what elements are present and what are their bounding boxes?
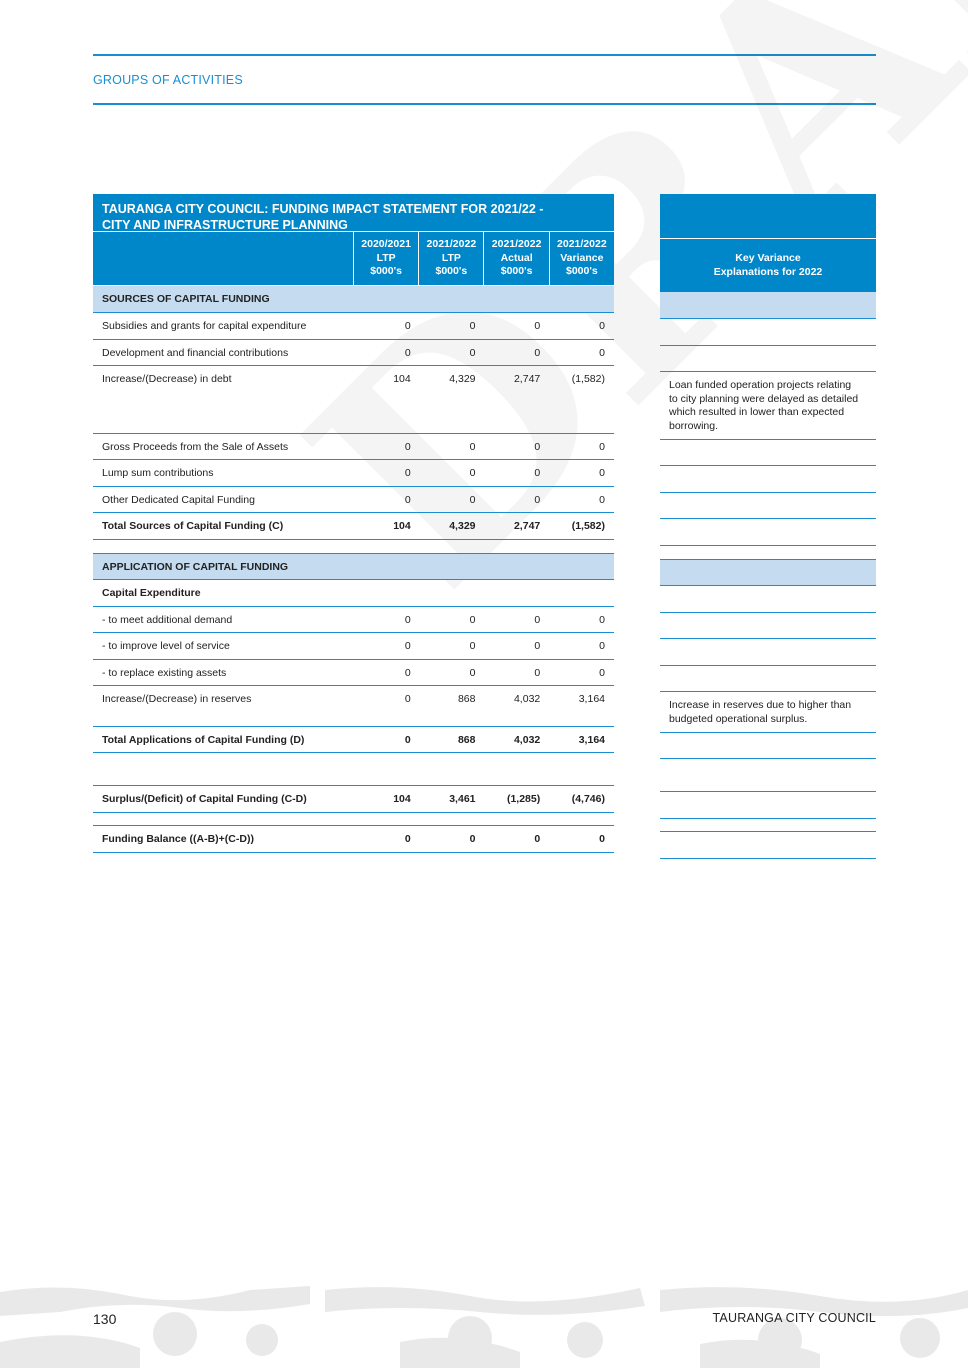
header-rule-top [93,54,876,56]
explanation-cell [660,346,876,372]
header-rule-bottom [93,103,876,105]
variance-explanations-panel [660,194,876,859]
page-number: 130 [93,1311,117,1327]
explanation-cell [660,733,876,759]
spacer-row [93,753,614,786]
explanation-cell [660,639,876,666]
table-row: Increase/(Decrease) in reserves 0 868 4,032 3,164 [93,686,614,727]
table-row: - to replace existing assets 0 0 0 0 [93,660,614,686]
surplus-row: Surplus/(Deficit) of Capital Funding (C-D) 104 3,461 (1,285) (4,746) [93,786,614,813]
table-row: Subsidies and grants for capital expenditure 0 0 0 0 [93,313,614,340]
column-header-2021-actual: 2021/2022 Actual $000's [484,232,549,285]
explanations-title-bar [660,194,876,239]
table-row: Development and financial contributions 0 0 0 0 [93,340,614,366]
footer-koru-pattern [0,1282,968,1368]
table-row: - to meet additional demand 0 0 0 0 [93,607,614,633]
table-title-line-2: CITY AND INFRASTRUCTURE PLANNING [102,218,348,232]
explanation-cell [660,792,876,819]
explanation-cell [660,466,876,493]
explanation-cell [660,613,876,639]
column-header-row [93,232,614,286]
explanation-cell [660,832,876,859]
column-header-2021-ltp: 2021/2022 LTP $000's [419,232,484,285]
section-heading-sources: SOURCES OF CAPITAL FUNDING [93,286,614,313]
spacer [660,546,876,559]
explanation-cell [660,440,876,466]
table-row: Gross Proceeds from the Sale of Assets 0 0 0 0 [93,434,614,460]
funding-balance-row: Funding Balance ((A-B)+(C-D)) 0 0 0 0 [93,826,614,853]
table-row: Increase/(Decrease) in debt 104 4,329 2,747 (1,582) [93,366,614,434]
column-header-label-cell [93,232,354,285]
explanation-cell [660,493,876,519]
column-header-2020-ltp: 2020/2021 LTP $000's [354,232,419,285]
table-title-line-1: TAURANGA CITY COUNCIL: FUNDING IMPACT STATEMENT FOR 2021/22 - [102,202,544,216]
explanation-band [660,292,876,319]
capex-heading-row: Capital Expenditure [93,580,614,607]
explanation-cell [660,666,876,692]
explanation-debt: Loan funded operation projects relating to city planning were delayed as detailed which resulted in lower than expected borrowing. [660,372,876,440]
explanation-cell [660,586,876,613]
column-header-2021-variance: 2021/2022 Variance $000's [557,238,607,278]
footer-organisation: TAURANGA CITY COUNCIL [712,1311,876,1325]
table-row: Other Dedicated Capital Funding 0 0 0 0 [93,487,614,513]
explanation-reserves: Increase in reserves due to higher than budgeted operational surplus. [660,692,876,733]
spacer [93,540,614,553]
section-heading-application: APPLICATION OF CAPITAL FUNDING [93,553,614,580]
explanation-cell [660,519,876,546]
section-label: GROUPS OF ACTIVITIES [93,73,243,87]
table-title [93,194,614,232]
explanation-cell [660,319,876,346]
spacer-row [93,813,614,826]
explanation-cell [660,759,876,792]
funding-impact-table [93,194,614,853]
total-sources-row: Total Sources of Capital Funding (C) 104 4,329 2,747 (1,582) [93,513,614,540]
explanation-cell [660,819,876,832]
explanations-header: Key Variance Explanations for 2022 [660,239,876,292]
table-row: Lump sum contributions 0 0 0 0 [93,460,614,487]
total-applications-row: Total Applications of Capital Funding (D) 0 868 4,032 3,164 [93,727,614,753]
table-row: - to improve level of service 0 0 0 0 [93,633,614,660]
explanation-band [660,559,876,586]
